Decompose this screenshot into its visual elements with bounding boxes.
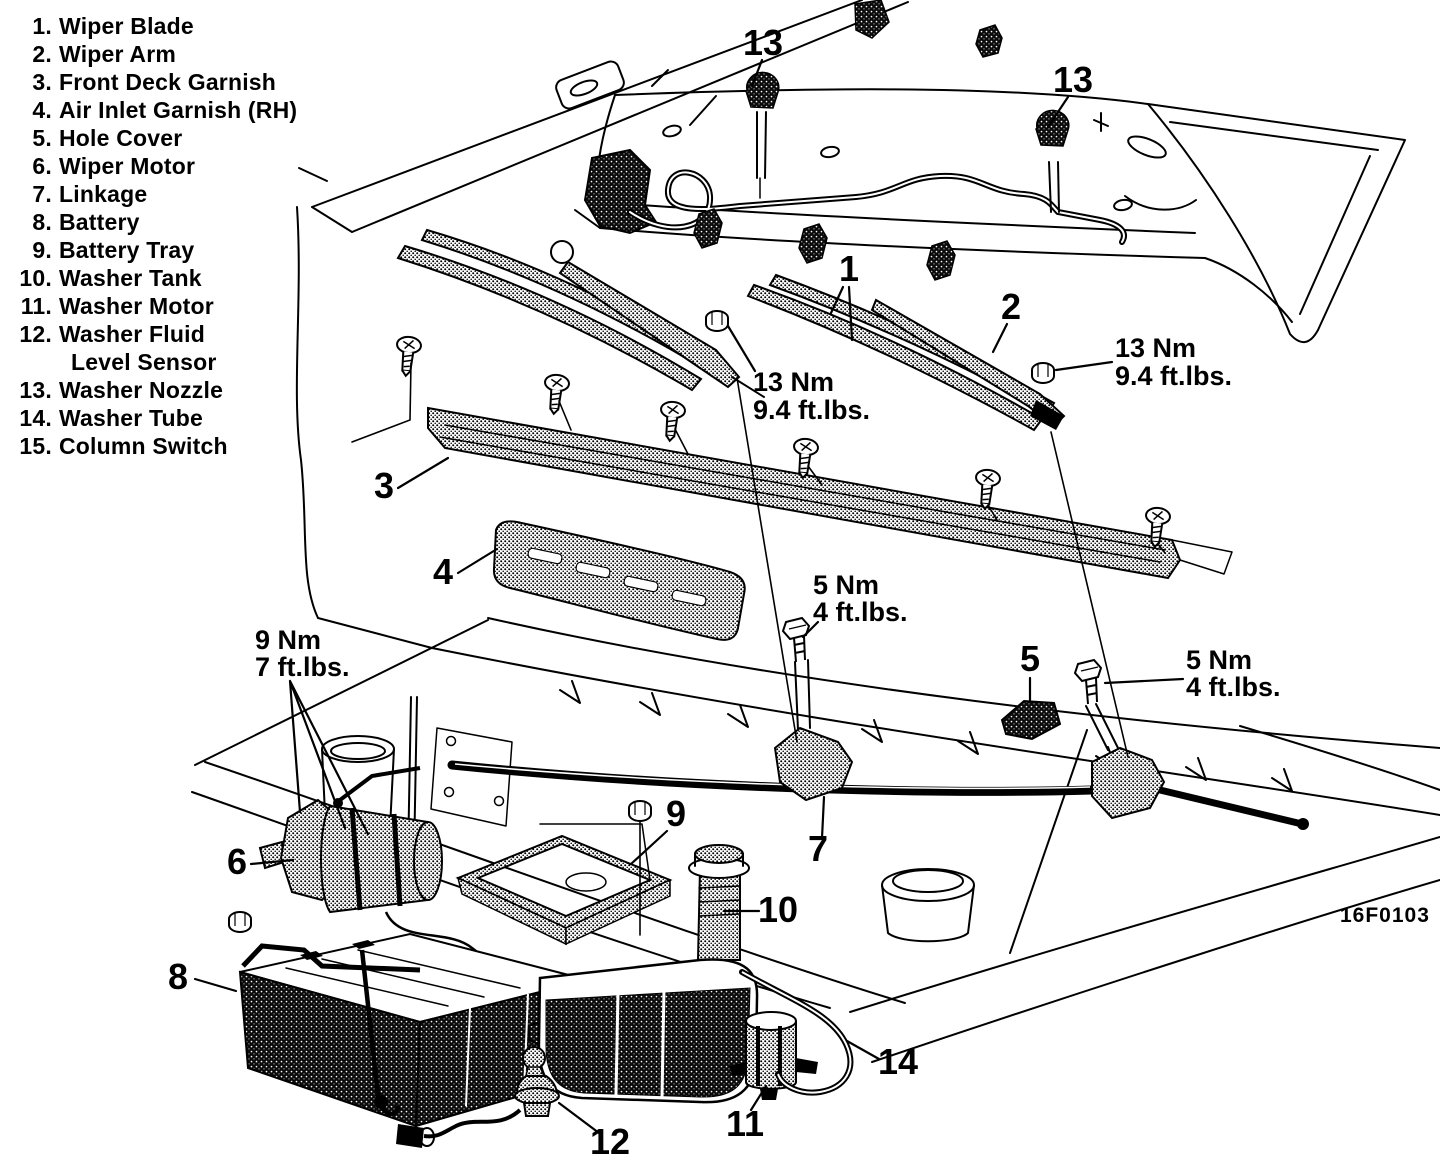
part-name: Wiper Motor bbox=[59, 153, 196, 179]
part-name: Front Deck Garnish bbox=[59, 69, 277, 95]
part-name-line2: Level Sensor bbox=[71, 349, 217, 375]
torque-value: 5 Nm bbox=[1186, 645, 1253, 675]
callout-8: 8 bbox=[167, 956, 189, 997]
motor-crank bbox=[340, 768, 420, 800]
part-name: Wiper Arm bbox=[59, 41, 177, 67]
torque-labels bbox=[255, 333, 1281, 702]
part-name: Battery Tray bbox=[59, 237, 195, 263]
hood-latch bbox=[855, 0, 889, 38]
part-name: Battery bbox=[59, 209, 140, 235]
screw bbox=[394, 336, 422, 377]
callout-10: 10 bbox=[757, 889, 799, 930]
part-number: 13. bbox=[19, 377, 52, 403]
part-number: 9. bbox=[32, 237, 52, 263]
part-number: 3. bbox=[32, 69, 52, 95]
torque-label-13nm-center bbox=[753, 367, 870, 425]
torque-value: 13 Nm bbox=[1115, 333, 1197, 363]
part-number: 4. bbox=[32, 97, 52, 123]
part-name: Washer Motor bbox=[59, 293, 214, 319]
torque-label-5nm-right bbox=[1186, 645, 1281, 702]
hole-cover bbox=[1002, 701, 1060, 739]
nut bbox=[229, 912, 251, 932]
part-number: 12. bbox=[19, 321, 52, 347]
nut bbox=[706, 311, 728, 331]
part-name: Washer Fluid bbox=[59, 321, 205, 347]
callout-11: 11 bbox=[725, 1103, 765, 1144]
strut-tower bbox=[882, 869, 974, 941]
torque-value: 7 ft.lbs. bbox=[255, 652, 350, 682]
part-number: 1. bbox=[32, 13, 52, 39]
torque-value: 4 ft.lbs. bbox=[813, 597, 908, 627]
part-name: Washer Tube bbox=[59, 405, 204, 431]
bolt-left bbox=[783, 618, 809, 662]
torque-label-5nm-left bbox=[813, 570, 908, 627]
part-number: 8. bbox=[32, 209, 52, 235]
part-number: 11. bbox=[20, 293, 52, 319]
nut bbox=[1032, 363, 1054, 383]
part-name: Washer Nozzle bbox=[59, 377, 224, 403]
torque-value: 9.4 ft.lbs. bbox=[1115, 361, 1233, 391]
part-number: 7. bbox=[32, 181, 52, 207]
hood-clip bbox=[694, 25, 1002, 280]
callout-13-right: 13 bbox=[1052, 59, 1094, 100]
part-number bbox=[10, 348, 52, 376]
callout-14: 14 bbox=[877, 1041, 919, 1082]
part-name: Washer Tank bbox=[59, 265, 202, 291]
torque-value: 9.4 ft.lbs. bbox=[753, 395, 871, 425]
torque-value: 5 Nm bbox=[813, 570, 880, 600]
air-inlet-garnish bbox=[494, 521, 745, 639]
torque-value: 13 Nm bbox=[753, 367, 835, 397]
bolt-right bbox=[1075, 660, 1101, 704]
part-name: Wiper Blade bbox=[59, 13, 194, 39]
part-number: 14. bbox=[19, 405, 52, 431]
cowl-outline bbox=[192, 207, 1440, 1062]
part-name: Hole Cover bbox=[59, 125, 183, 151]
parts-list bbox=[10, 12, 297, 460]
part-name: Linkage bbox=[59, 181, 148, 207]
part-number: 5. bbox=[32, 125, 52, 151]
callout-6: 6 bbox=[226, 841, 248, 882]
mount-plate bbox=[431, 728, 512, 826]
callout-7: 7 bbox=[807, 828, 829, 869]
battery-tray bbox=[458, 824, 670, 944]
callout-3: 3 bbox=[373, 465, 395, 506]
figure-code: 16F0103 bbox=[1340, 904, 1430, 927]
screw bbox=[658, 401, 686, 442]
callout-9: 9 bbox=[665, 793, 687, 834]
callout-13-left: 13 bbox=[742, 22, 784, 63]
callout-1: 1 bbox=[838, 248, 860, 289]
torque-label-13nm-right bbox=[1115, 333, 1232, 391]
washer-nozzle-left bbox=[746, 72, 779, 198]
callout-12: 12 bbox=[589, 1121, 631, 1158]
torque-value: 4 ft.lbs. bbox=[1186, 672, 1281, 702]
callout-2: 2 bbox=[1000, 286, 1022, 327]
part-name: Air Inlet Garnish (RH) bbox=[59, 97, 298, 123]
torque-value: 9 Nm bbox=[255, 625, 322, 655]
callout-4: 4 bbox=[432, 551, 454, 592]
nut bbox=[629, 801, 651, 821]
part-number: 2. bbox=[32, 41, 52, 67]
part-name: Column Switch bbox=[59, 433, 228, 459]
callout-5: 5 bbox=[1019, 638, 1041, 679]
filler-cap bbox=[695, 845, 743, 863]
wiper-blade-left bbox=[398, 230, 712, 390]
screw bbox=[542, 374, 570, 415]
torque-label-9nm bbox=[255, 625, 350, 682]
screw bbox=[973, 469, 1001, 510]
part-number: 6. bbox=[32, 153, 52, 179]
part-number: 15. bbox=[19, 433, 52, 459]
part-number: 10. bbox=[19, 265, 52, 291]
